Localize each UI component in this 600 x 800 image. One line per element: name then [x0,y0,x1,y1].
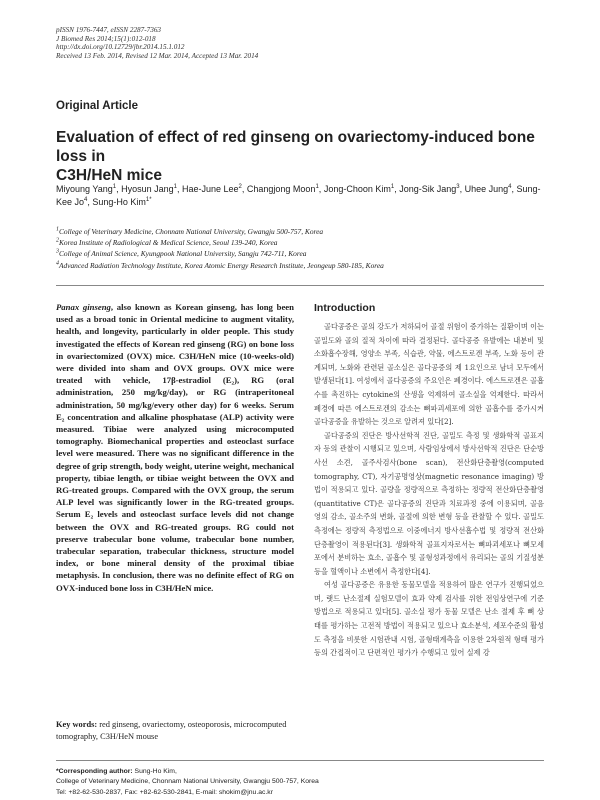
author-name: Hyosun Jang [121,184,174,194]
author-name: Hae-June Lee [181,184,239,194]
title-line-2: C3H/HeN mice [56,167,162,184]
journal-header [56,26,258,60]
dates-line: Received 13 Feb. 2014, Revised 12 Mar. 2014, Accepted 13 Mar. 2014 [56,51,259,60]
author-affiliation-mark: 1 [315,184,319,190]
author-affiliation-mark: 4 [508,184,512,190]
author-affiliation-mark: 1 [112,184,117,190]
citation-line: J Biomed Res 2014;15(1):012-018 [56,34,156,43]
author-name: Sung-Kee Jo [56,184,541,207]
footnote-divider [56,760,544,761]
issn-line: pISSN 1976-7447, eISSN 2287-7363 [56,26,162,34]
doi-link[interactable]: http://dx.doi.org/10.12729/jbr.2014.15.1.012 [56,43,185,52]
intro-heading: Introduction [314,302,376,314]
affiliation-1: $^1$College of Veterinary Medicine, Chonnam National University, Gwangju 500-757, Korea [56,226,324,236]
intro-paragraph: 골다공증의 진단은 방사선학적 진단, 골밀도 측정 및 생화학적 골표지자 등의 관찰이 시행되고 있으며, 사람임상에서 방사선학적 진단은 단순방사선 소견, 골주사검사(bone scan), 전산화단층촬영(computed tomography, CT), 자기공명영상(magnetic resonance imaging) 방법이 적용되고 있다. 골량을 정량적으로 측정하는 정량적 전산화단층촬영(quantitative CT)은 골다공증의 진단과 치료과정 중에 이용되며, 골음영의 감소, 골소주의 변화, 골절에 의한 변형 등을 관찰할 수 있다. 골밀도 측정에는 정량적 측정법으로 이중에너지 방사선흡수법 및 정량적 전산화단층촬영이 적용된다[3]. 생화학적 골표지자로서는 뼈파괴세포나 뼈모세포에서 분비하는 효소, 골흡수 및 골형성과정에서 유리되는 골의 기질성분 등을 혈액이나 소변에서 측정한다[4]. [314,430,544,576]
author-affiliation-mark: 4 [84,197,88,203]
intro-paragraph: 여성 골다공증은 유용한 동물모델을 적용하여 많은 연구가 진행되었으며, 랫드 난소절제 실험모델이 효과 약제 검사를 위한 전임상연구에 기준방법으로 적용되고 있다[5]. 골소실 평가 동물 모델은 난소 절제 후 뼈 상태를 평가하는 고전적 방법이 적용되고 있으나 효소분석, 세포수준의 활성도 측정을 비롯한 시험관내 시험, 골형태계측을 이용한 2차원적 형태 평가 등의 간접적이고 단편적인 평가가 수행되고 있어 실제 강 [314,580,544,658]
author-affiliation-mark: 1 [390,184,395,190]
keywords-label: Key words: [56,720,98,729]
author-list: Miyoung Yang$^1$, Hyosun Jang$^1$, Hae-June Lee$^2$, Changjong Moon$^1$, Jong-Choon Kim$^1$, Jong-Sik Jang$^3$, Uhee Jung$^4$, Sung-Kee Jo$^4$, Sung-Ho Kim$^{1*}$ [56,184,541,207]
keywords [56,719,294,742]
abstract-text: , also known as Korean ginseng, has long been used as a broad tonic in Oriental medicine to augment vitality, health, and longevity, particularly in older people. This study investigated the effects of Korean red ginseng (RG) on bone loss in ovariectomized (OVX) mice. C3H/HeN mice (10-weeks-old) were divided into sham and OVX groups. OVX mice were treated with vehicle, 17β-estradiol (E₂), RG (oral administration, 250 mg/kg/day), or RG (intraperitoneal administration, 50 mg/kg/every other day) for 6 weeks. Serum E₂ concentration and alkaline phosphatase (ALP) activity were measured. Tibiae were analyzed using microcomputed tomography. Biomechanical properties and osteoclast surface level were measured. There was no significant difference in the degree of grip strength, body weight, uterine weight, mechanical property, tibiae length, or tibiae weight between the OVX and RG-treated groups. Compared with the OVX group, the serum ALP level was significantly lower in the RG-treated groups. Serum E₂ levels and osteoclast surface levels did not change between the OVX and RG-treated groups. RG could not preserve trabecular bone volume, trabecular bone number, trabecular separation, trabecular thickness, structure model index, or bone mineral density of the proximal tibiae metaphysis. In conclusion, there was no definite effect of RG on OVX-induced bone loss in C3H/HeN mice. [56,302,294,593]
title-line-1: Evaluation of effect of red ginseng on ovariectomy-induced bone loss in [56,129,535,165]
correspondence [56,767,544,798]
correspondence-name: Sung-Ho Kim, [132,768,177,775]
header-divider [56,285,544,286]
article-type: Original Article [56,100,139,112]
abstract [56,301,294,594]
author-name: Miyoung Yang [56,184,113,194]
article-title [56,128,556,185]
author-affiliation-mark: 2 [238,184,242,190]
author-name: Sung-Ho Kim [92,197,146,207]
intro-body [314,320,544,660]
author-name: Jong-Choon Kim [323,184,391,194]
intro-paragraph: 골다공증은 골의 강도가 저하되어 골절 위험이 증가하는 질환이며 이는 골밀도와 골의 질적 차이에 따라 결정된다. 골다공증 유발에는 내분비 및 소화흡수장해, 영양소 부족, 식습관, 약물, 에스트로겐 부족, 노화 등이 관계되며, 노화와 관련된 골소실은 골다공증의 제 1요인으로 남녀 모두에서 발생된다[1]. 여성에서 골다공증의 주요인은 폐경이다. 에스트로겐은 골흡수를 촉진하는 cytokine의 산생을 억제하여 골소실을 억제한다. 따라서 폐경에 따른 에스트로겐의 감소는 뼈파괴세포에 의한 골흡수를 증가시켜 골다공증을 유발하는 것으로 알려져 있다[2]. [314,322,544,427]
author-affiliation-mark: 3 [456,184,460,190]
abstract-lead: Panax ginseng [56,302,111,312]
affiliations [56,226,556,271]
author-affiliation-mark: 1* [145,197,152,203]
correspondence-contact[interactable]: Tel: +82-62-530-2837, Fax: +82-62-530-2841, E-mail: shokim@jnu.ac.kr [56,788,273,796]
affiliation-3: $^3$College of Animal Science, Kyungpook National University, Sangju 742-711, Korea [56,248,307,259]
correspondence-address: College of Veterinary Medicine, Chonnam National University, Gwangju 500-757, Korea [56,778,319,786]
correspondence-line-1 [56,767,544,777]
author-name: Changjong Moon [246,184,316,194]
author-affiliation-mark: 1 [173,184,177,190]
correspondence-label: *Corresponding author: [56,768,133,775]
affiliation-2: $^2$Korea Institute of Radiological & Medical Science, Seoul 139-240, Korea [56,237,278,248]
keywords-text: red ginseng, ovariectomy, osteoporosis, microcomputed tomography, C3H/HeN mouse [56,720,287,741]
author-name: Jong-Sik Jang [399,184,457,194]
affiliation-4: $^4$Advanced Radiation Technology Institute, Korea Atomic Energy Research Institute, Jeongeup 580-185, Korea [56,260,384,270]
author-name: Uhee Jung [464,184,509,194]
